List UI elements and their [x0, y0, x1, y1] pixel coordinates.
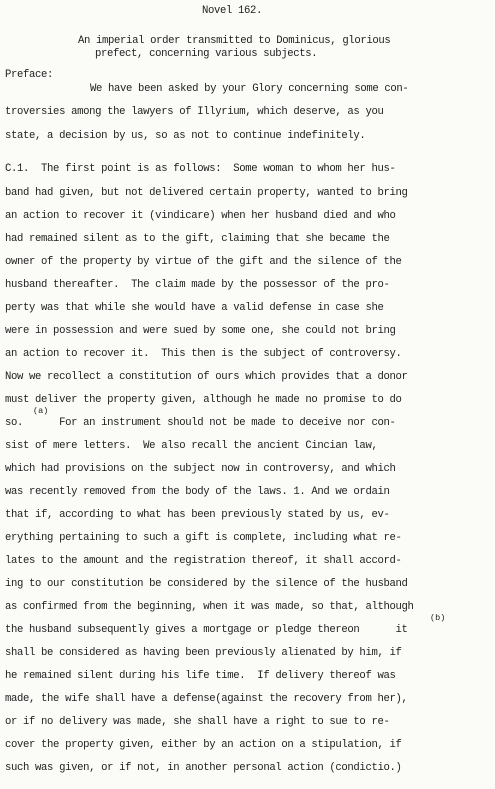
- paragraph-line: perty was that while she would have a valid defense in case she: [5, 302, 384, 314]
- footnote-mark: (a): [33, 406, 49, 416]
- paragraph-line: made, the wife shall have a defense(against the recovery from her),: [5, 693, 408, 705]
- preface-heading: Preface:: [5, 69, 54, 81]
- paragraph-line: ing to our constitution be considered by the silence of the husband: [5, 578, 408, 590]
- paragraph-line: as confirmed from the beginning, when it was made, so that, although: [5, 601, 414, 613]
- paragraph-line: sist of mere letters. We also recall the ancient Cincian law,: [5, 440, 378, 452]
- paragraph-line: C.1. The first point is as follows: Some woman to whom her hus-: [5, 163, 396, 175]
- footnote-mark: (b): [430, 613, 446, 623]
- paragraph-line: were in possession and were sued by some one, she could not bring: [5, 325, 396, 337]
- paragraph-line: shall be considered as having been previously alienated by him, if: [5, 647, 402, 659]
- paragraph-line: an action to recover it (vindicare) when her husband died and who: [5, 210, 396, 222]
- paragraph-line: that if, according to what has been previously stated by us, ev-: [5, 509, 390, 521]
- subtitle-line: An imperial order transmitted to Dominicus, glorious: [78, 35, 391, 47]
- paragraph-line: state, a decision by us, so as not to continue indefinitely.: [5, 130, 366, 142]
- paragraph-line: or if no delivery was made, she shall have a right to sue to re-: [5, 716, 390, 728]
- paragraph-line: which had provisions on the subject now in controversy, and which: [5, 463, 396, 475]
- paragraph-line: cover the property given, either by an action on a stipulation, if: [5, 739, 402, 751]
- paragraph-line: band had given, but not delivered certain property, wanted to bring: [5, 187, 408, 199]
- paragraph-line: erything pertaining to such a gift is complete, including what re-: [5, 532, 402, 544]
- paragraph-line: Now we recollect a constitution of ours which provides that a donor: [5, 371, 408, 383]
- paragraph-line: lates to the amount and the registration thereof, it shall accord-: [5, 555, 402, 567]
- paragraph-line: must deliver the property given, although he made no promise to do: [5, 394, 402, 406]
- paragraph-line: an action to recover it. This then is the subject of controversy.: [5, 348, 402, 360]
- subtitle-line: prefect, concerning various subjects.: [95, 48, 318, 60]
- paragraph-line: was recently removed from the body of the laws. 1. And we ordain: [5, 486, 390, 498]
- paragraph-line: husband thereafter. The claim made by the possessor of the pro-: [5, 279, 390, 291]
- paragraph-line: the husband subsequently gives a mortgage or pledge thereon it: [5, 624, 408, 636]
- paragraph-line: such was given, or if not, in another personal action (condictio.): [5, 762, 402, 774]
- paragraph-line: We have been asked by your Glory concerning some con-: [90, 83, 409, 95]
- paragraph-line: troversies among the lawyers of Illyrium, which deserve, as you: [5, 106, 384, 118]
- page-title: Novel 162.: [202, 5, 263, 17]
- paragraph-line: he remained silent during his life time. If delivery thereof was: [5, 670, 396, 682]
- paragraph-line: owner of the property by virtue of the gift and the silence of the: [5, 256, 402, 268]
- paragraph-line: had remained silent as to the gift, claiming that she became the: [5, 233, 390, 245]
- paragraph-line: so. For an instrument should not be made to deceive nor con-: [5, 417, 396, 429]
